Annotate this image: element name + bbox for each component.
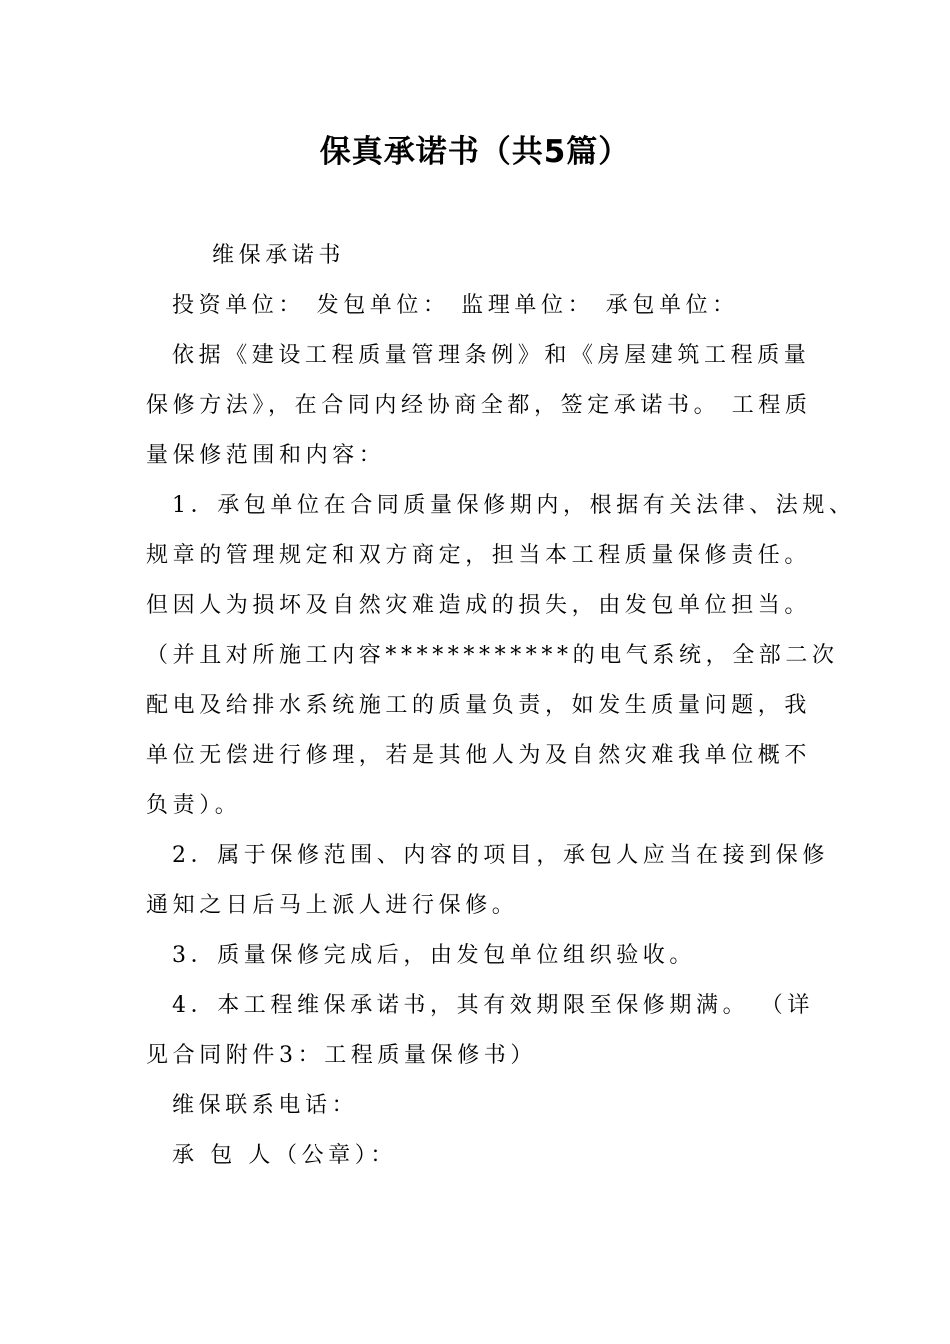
body-line: 见合同附件3：工程质量保修书） — [146, 1043, 537, 1068]
subtitle-line: 维保承诺书 — [212, 243, 346, 268]
parties-line: 投资单位： 发包单位： 监理单位： 承包单位： — [172, 293, 739, 318]
clause-3-line: 3．质量保修完成后，由发包单位组织验收。 — [172, 943, 696, 968]
body-line: 但因人为损坏及自然灾难造成的损失，由发包单位担当。 — [146, 593, 812, 618]
body-line: 负责）。 — [146, 793, 242, 818]
body-line: 量保修范围和内容： — [146, 443, 386, 468]
document-title: 保真承诺书（共5篇） — [319, 134, 631, 170]
body-line: （并且对所施工内容************的电气系统，全部二次 — [146, 643, 839, 668]
clause-4-line: 4．本工程维保承诺书，其有效期限至保修期满。 （详 — [172, 993, 814, 1018]
body-line: 通知之日后马上派人进行保修。 — [146, 893, 519, 918]
clause-2-line: 2．属于保修范围、内容的项目，承包人应当在接到保修 — [172, 843, 829, 868]
body-line: 配电及给排水系统施工的质量负责，如发生质量问题，我 — [146, 693, 812, 718]
contractor-seal-line: 承 包 人（公章）： — [172, 1143, 397, 1168]
body-line: 单位无偿进行修理，若是其他人为及自然灾难我单位概不 — [146, 743, 812, 768]
body-line: 规章的管理规定和双方商定，担当本工程质量保修责任。 — [146, 543, 812, 568]
body-line: 依据《建设工程质量管理条例》和《房屋建筑工程质量 — [172, 343, 811, 368]
body-line: 保修方法》，在合同内经协商全都，签定承诺书。 工程质 — [146, 393, 812, 418]
contact-phone-line: 维保联系电话： — [172, 1093, 359, 1118]
clause-1-line: 1．承包单位在合同质量保修期内，根据有关法律、法规、 — [172, 493, 856, 518]
